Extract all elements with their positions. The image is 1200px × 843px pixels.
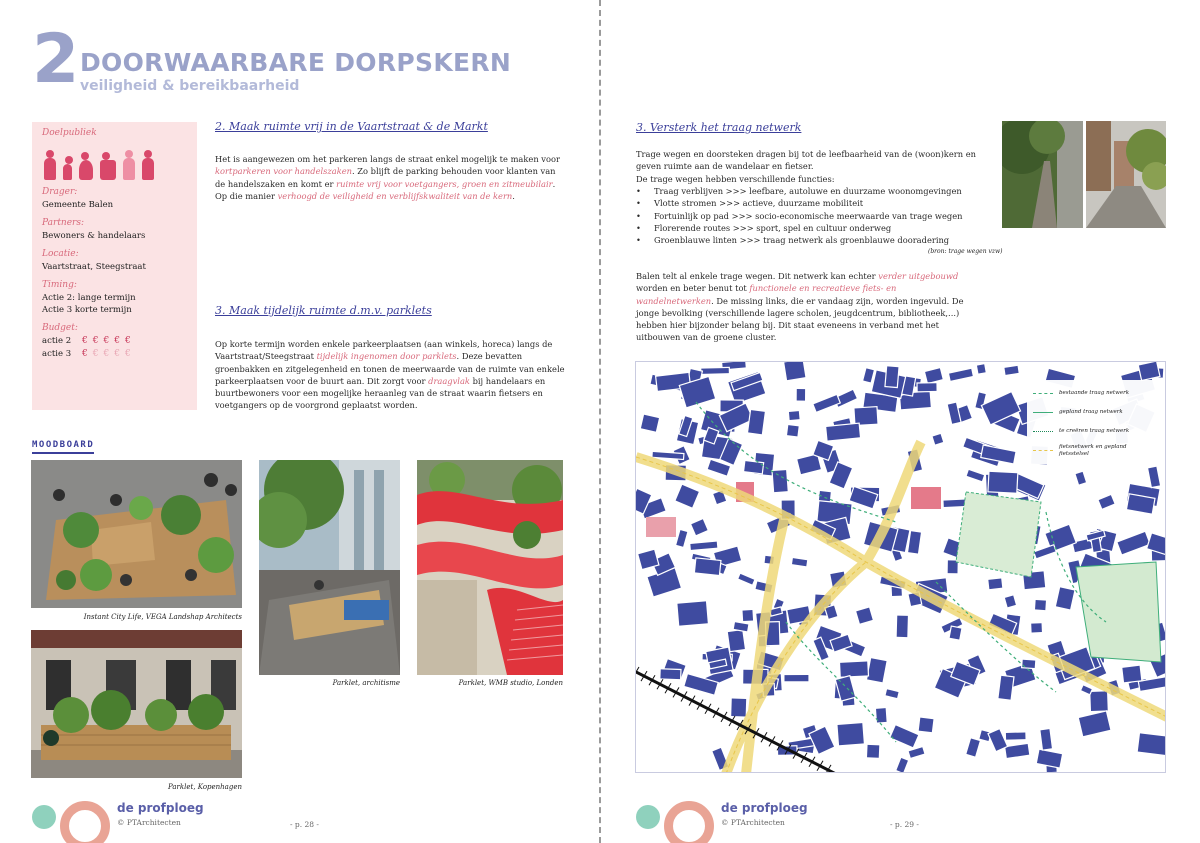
map-building-block bbox=[731, 698, 747, 717]
map-building-block bbox=[660, 669, 681, 680]
source-note: (bron: trage wegen vzw) bbox=[928, 248, 1003, 255]
legend-line-swatch bbox=[1033, 431, 1053, 432]
map-building-block bbox=[640, 414, 659, 432]
euro-icon: € bbox=[124, 336, 131, 346]
section-3-title: 3. Maak tijdelijk ruimte d.m.v. parklets bbox=[215, 304, 432, 317]
map-building-block bbox=[1040, 728, 1053, 750]
section-3-body bbox=[215, 338, 565, 412]
section-3-text-1: Op korte termijn worden enkele parkeerplaatsen (aan winkels, horeca) langs de Vaartstraat/Steegstraat bbox=[215, 339, 553, 362]
map-building-block bbox=[1004, 365, 1019, 375]
chapter-subtitle: veiligheid & bereikbaarheid bbox=[80, 78, 300, 94]
map-building-block bbox=[918, 717, 934, 733]
euro-icon: € bbox=[114, 349, 120, 359]
map-building-block bbox=[837, 722, 865, 745]
map-legend bbox=[1027, 380, 1159, 464]
map-building-block bbox=[733, 622, 749, 632]
section-2-highlight-1: kortparkeren voor handelszaken bbox=[215, 166, 352, 177]
function-list-item: • Traag verblijven >>> leefbare, autoluwe en duurzame woonomgevingen bbox=[636, 185, 986, 197]
budget-label: Budget: bbox=[42, 323, 78, 333]
legend-label: fietsnetwerk en gepland fietsstelsel bbox=[1059, 444, 1127, 457]
budget-row-label: actie 2 bbox=[42, 336, 72, 346]
map-building-block bbox=[1034, 599, 1046, 610]
legend-line-swatch bbox=[1033, 393, 1053, 394]
section-r-highlight-1: verder uitgebouwd bbox=[878, 271, 959, 281]
section-2-highlight-2: ruimte vrij voor voetgangers, groen en zitmeubilair bbox=[336, 178, 553, 189]
legend-entry bbox=[1033, 422, 1153, 441]
page-fold-line bbox=[599, 0, 601, 843]
legend-entry bbox=[1033, 384, 1153, 403]
euro-icon: € bbox=[82, 336, 88, 346]
map-building-block bbox=[694, 558, 721, 576]
adult-person-icon bbox=[44, 158, 56, 180]
map-building-block bbox=[1122, 665, 1142, 683]
legend-line-swatch bbox=[1033, 450, 1053, 451]
map-building-block bbox=[788, 411, 800, 421]
section-3-text-3: bij handelaars en buurtbewoners voor een mogelijke heraanleg van de straat waarin fietsers en voetgangers op de voorgrond geplaatst worden. bbox=[215, 375, 546, 411]
legend-entry bbox=[1033, 403, 1153, 422]
map-building-block bbox=[988, 578, 1003, 590]
euro-icon: € bbox=[114, 336, 120, 346]
section-r-functions-intro: De trage wegen hebben verschillende functies: bbox=[636, 174, 835, 184]
drager-label: Drager: bbox=[42, 187, 78, 197]
timing-value-1: Actie 2: lange termijn bbox=[42, 293, 136, 303]
photo-trage-weg-1 bbox=[1002, 121, 1083, 228]
map-building-block bbox=[885, 366, 899, 388]
map-building-block bbox=[786, 424, 799, 437]
drager-value: Gemeente Balen bbox=[42, 200, 114, 210]
wheelchair-user-icon bbox=[79, 160, 93, 180]
budget-rating bbox=[42, 336, 187, 359]
map-building-block bbox=[949, 626, 962, 640]
timing-value-2: Actie 3 korte termijn bbox=[42, 305, 132, 315]
logo-arc-salmon bbox=[60, 801, 110, 843]
map-building-block bbox=[1022, 659, 1036, 669]
partners-value: Bewoners & handelaars bbox=[42, 231, 146, 241]
chapter-title: DOORWAARBARE DORPSKERN bbox=[80, 48, 512, 77]
target-audience-label: Doelpubliek bbox=[42, 128, 97, 138]
section-r-body bbox=[636, 270, 976, 344]
functions-list bbox=[636, 185, 986, 246]
map-building-block bbox=[917, 383, 937, 392]
function-list-item: • Vlotte stromen >>> actieve, duurzame mobiliteit bbox=[636, 197, 986, 209]
path-photo-illustration-2 bbox=[1086, 121, 1166, 228]
map-building-block bbox=[784, 362, 806, 381]
moodboard-photo-parklet-architisme bbox=[259, 460, 400, 675]
moodboard-photo-parklet-wmb-studio bbox=[417, 460, 563, 675]
footer-brand-left: de profploeg bbox=[117, 801, 204, 815]
map-building-block bbox=[988, 471, 1018, 493]
path-photo-illustration-1 bbox=[1002, 121, 1083, 228]
legend-label: bestaande traag netwerk bbox=[1059, 390, 1130, 397]
legend-line-swatch bbox=[1033, 412, 1053, 413]
section-r-text-1: Balen telt al enkele trage wegen. Dit netwerk kan echter bbox=[636, 271, 879, 281]
map-building-block bbox=[1005, 743, 1030, 758]
map-building-block bbox=[875, 708, 887, 724]
map-building-block bbox=[1090, 691, 1109, 712]
logo-circle-teal-right bbox=[636, 805, 660, 829]
map-building-block bbox=[998, 675, 1014, 700]
map-building-block bbox=[677, 601, 709, 627]
footer-copyright-left: © PTArchitecten bbox=[117, 818, 181, 827]
trage-wegen-map bbox=[635, 361, 1166, 773]
footer-brand-right: de profploeg bbox=[721, 801, 808, 815]
legend-label: gepland traag netwerk bbox=[1059, 409, 1123, 416]
map-building-block bbox=[1005, 732, 1026, 740]
section-2-text-4: . bbox=[512, 190, 515, 201]
section-2-text-3: . Op die manier bbox=[215, 178, 556, 201]
page-number-right: - p. 29 - bbox=[890, 820, 919, 829]
map-building-block bbox=[1138, 362, 1160, 381]
map-building-block bbox=[744, 460, 764, 473]
euro-icon: € bbox=[92, 336, 99, 346]
section-2-title: 2. Maak ruimte vrij in de Vaartstraat & de Markt bbox=[215, 120, 488, 133]
section-3-text-2: . Deze bevatten groenbakken en zitgelegenheid en tonen de meerwaarde van de ruimte van enkele parkeerplaatsen voor de buurt aan. Dit zorgt voor bbox=[215, 351, 565, 386]
legend-entry bbox=[1033, 441, 1153, 460]
function-list-item: • Groenblauwe linten >>> traag netwerk als groenblauwe dooradering bbox=[636, 234, 986, 246]
moodboard-photo-instant-city-life bbox=[31, 460, 242, 608]
section-2-text-2: . Zo blijft de parking behouden voor klanten van de handelszaken en komt er bbox=[215, 166, 556, 189]
map-building-block bbox=[976, 364, 986, 375]
section-2-text-1: Het is aangewezen om het parkeren langs de straat enkel mogelijk te maken voor bbox=[215, 154, 560, 164]
map-building-block bbox=[826, 423, 861, 441]
logo-arc-salmon-right bbox=[664, 801, 714, 843]
section-3-highlight-2: draagvlak bbox=[428, 375, 470, 386]
euro-icon: € bbox=[124, 349, 131, 359]
map-building-block bbox=[840, 661, 869, 677]
legend-label: te creëren traag netwerk bbox=[1059, 428, 1130, 435]
page-number-left: - p. 28 - bbox=[290, 820, 319, 829]
map-building-block bbox=[1031, 623, 1043, 633]
moodboard-label: MOODBOARD bbox=[32, 440, 94, 454]
street-parklet-illustration bbox=[259, 460, 400, 675]
map-building-block bbox=[791, 558, 807, 567]
map-building-block bbox=[784, 674, 809, 681]
moodboard-photo-parklet-kopenhagen bbox=[31, 630, 242, 778]
caption-photo-2: Parklet, architisme bbox=[332, 679, 400, 687]
section-r-highlight-2: functionele en recreatieve fiets- en wandelnetwerken bbox=[636, 283, 897, 306]
map-building-block bbox=[896, 615, 908, 638]
function-list-item: • Fortuinlijk op pad >>> socio-economische meerwaarde van trage wegen bbox=[636, 210, 986, 222]
section-r-intro: Trage wegen en doorsteken dragen bij tot de leefbaarheid van de (woon)kern en geven ruimte aan de wandelaar en fietser. bbox=[636, 149, 976, 172]
shop-owner-icon bbox=[100, 160, 116, 180]
location-label: Locatie: bbox=[42, 249, 79, 259]
budget-row bbox=[42, 349, 187, 359]
map-building-block bbox=[1004, 595, 1016, 608]
caption-photo-4: Parklet, Kopenhagen bbox=[167, 783, 242, 791]
wooden-parklet-illustration bbox=[31, 630, 242, 778]
caption-photo-3: Parklet, WMB studio, Londen bbox=[458, 679, 563, 687]
section-2-highlight-3: verhoogd de veiligheid en verblijfskwaliteit van de kern bbox=[277, 190, 513, 201]
map-building-block bbox=[1137, 733, 1166, 756]
euro-icon: € bbox=[92, 349, 99, 359]
map-building-block bbox=[866, 658, 887, 683]
map-building-block bbox=[747, 409, 765, 434]
footer-copyright-right: © PTArchitecten bbox=[721, 818, 785, 827]
plaza-parklet-illustration bbox=[31, 460, 242, 608]
map-building-block bbox=[772, 469, 788, 492]
euro-icon: € bbox=[103, 336, 110, 346]
function-list-item: • Florerende routes >>> sport, spel en cultuur onderweg bbox=[636, 222, 986, 234]
caption-photo-1: Instant City Life, VEGA Landshap Architects bbox=[83, 613, 242, 621]
map-building-block bbox=[796, 388, 806, 401]
section-2-body bbox=[215, 153, 565, 202]
elderly-person-icon bbox=[123, 158, 135, 180]
partners-label: Partners: bbox=[42, 218, 85, 228]
map-building-block bbox=[742, 609, 754, 621]
section-3-highlight-1: tijdelijk ingenomen door parklets bbox=[316, 351, 457, 362]
red-parklet-illustration bbox=[417, 460, 563, 675]
budget-row bbox=[42, 336, 187, 346]
budget-row-label: actie 3 bbox=[42, 349, 72, 359]
photo-trage-weg-2 bbox=[1086, 121, 1166, 228]
location-value: Vaartstraat, Steegstraat bbox=[42, 262, 146, 272]
section-r-text-2: worden en beter benut tot bbox=[636, 283, 750, 294]
logo-circle-teal bbox=[32, 805, 56, 829]
map-building-block bbox=[932, 433, 944, 445]
map-building-block bbox=[727, 629, 745, 651]
timing-label: Timing: bbox=[42, 280, 77, 290]
section-r-text-3: . De missing links, die er vandaag zijn, worden ingevuld. De jonge bevolking (verschillende lagere scholen, jeugdcentrum, bibliotheek,...) hebben hier bijzonder belang bij. Dit staat eveneens in verband met het uitbouwen van de groene cluster. bbox=[636, 295, 964, 343]
target-audience-icons bbox=[44, 144, 187, 180]
chapter-number: 2 bbox=[32, 20, 80, 99]
euro-icon: € bbox=[103, 349, 110, 359]
euro-icon: € bbox=[82, 349, 88, 359]
child-person-icon bbox=[63, 164, 72, 180]
section-r-title: 3. Versterk het traag netwerk bbox=[636, 121, 802, 134]
map-building-block bbox=[701, 367, 730, 374]
walking-person-icon bbox=[142, 158, 154, 180]
map-building-block bbox=[866, 744, 879, 758]
info-box bbox=[32, 122, 197, 410]
